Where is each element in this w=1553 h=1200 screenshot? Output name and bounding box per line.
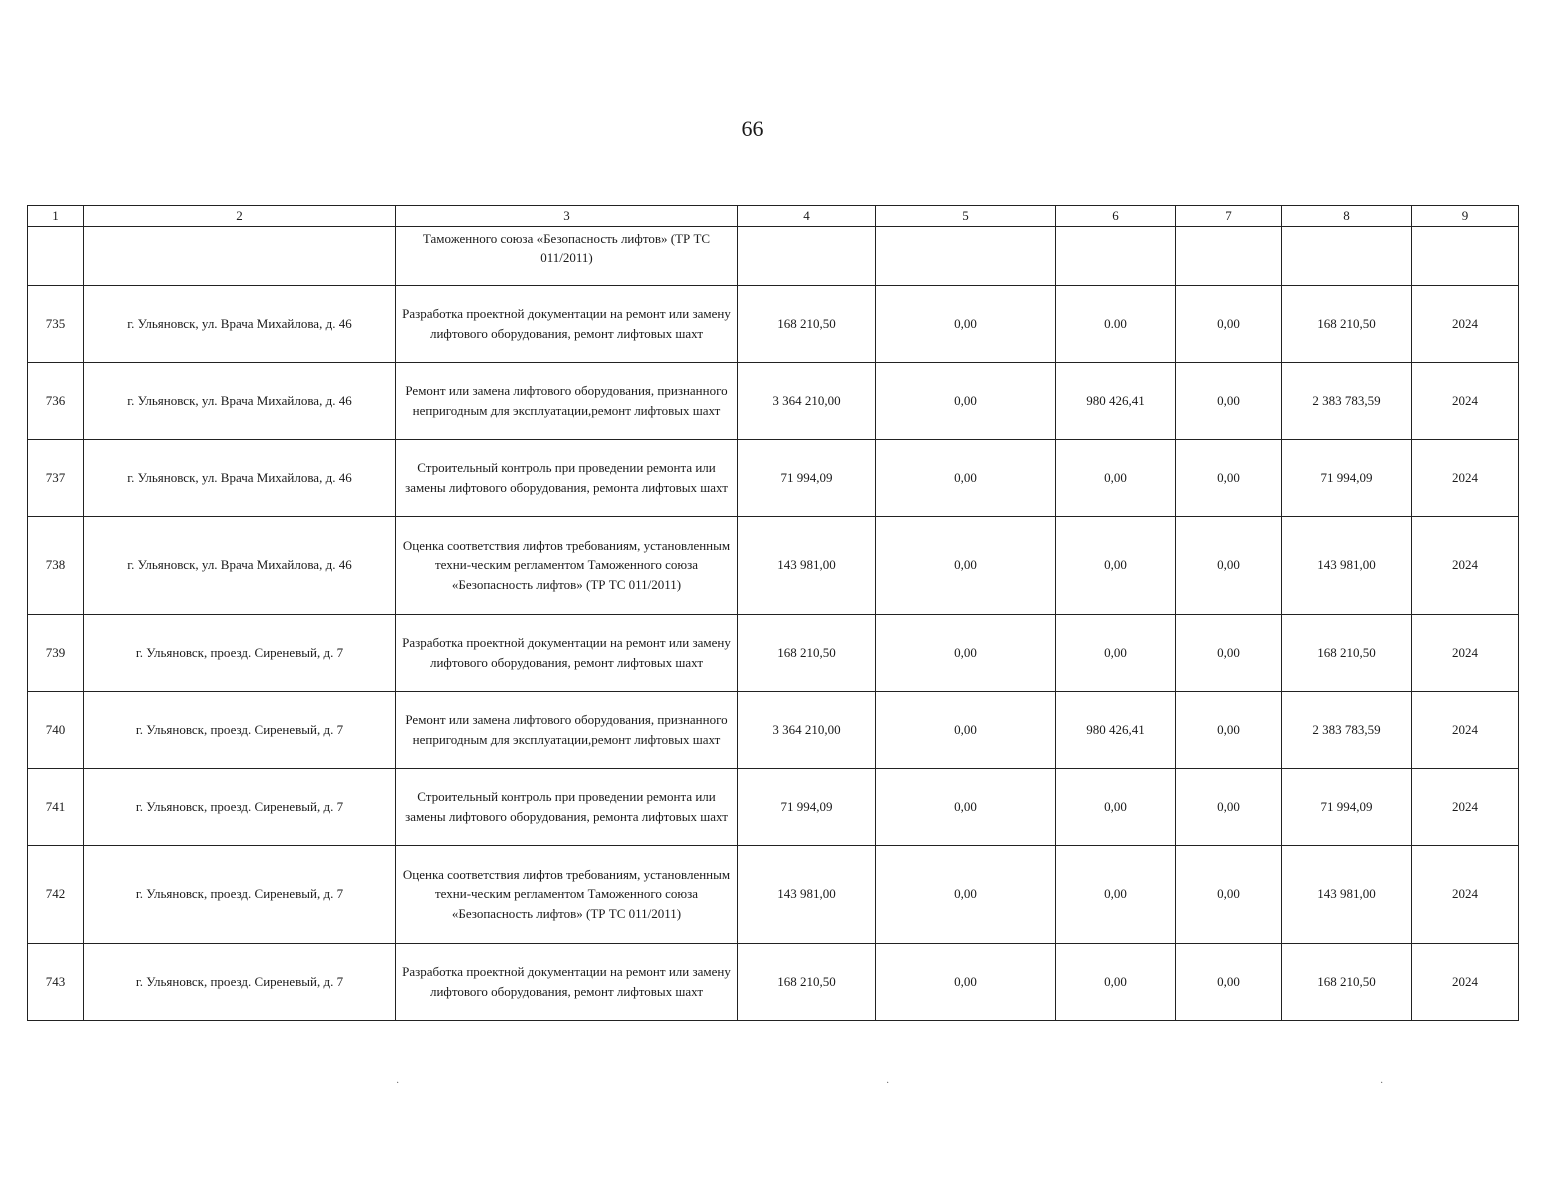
row-col5: 0,00 bbox=[876, 516, 1056, 614]
row-col5: 0,00 bbox=[876, 768, 1056, 845]
row-col8: 2 383 783,59 bbox=[1282, 691, 1412, 768]
row-col8: 71 994,09 bbox=[1282, 768, 1412, 845]
row-col7 bbox=[1176, 226, 1282, 285]
row-year: 2024 bbox=[1412, 516, 1519, 614]
row-col6: 0,00 bbox=[1056, 516, 1176, 614]
row-col8: 143 981,00 bbox=[1282, 845, 1412, 943]
table-row bbox=[28, 943, 1519, 1020]
table-row bbox=[28, 439, 1519, 516]
row-col5: 0,00 bbox=[876, 614, 1056, 691]
row-description: Строительный контроль при проведении ремонта или замены лифтового оборудования, ремонта лифтовых шахт bbox=[396, 439, 738, 516]
row-col8: 168 210,50 bbox=[1282, 614, 1412, 691]
row-col5: 0,00 bbox=[876, 285, 1056, 362]
row-col5: 0,00 bbox=[876, 943, 1056, 1020]
row-col5: 0,00 bbox=[876, 691, 1056, 768]
row-col7: 0,00 bbox=[1176, 691, 1282, 768]
scan-dot: · bbox=[1380, 1078, 1384, 1089]
row-col6: 0,00 bbox=[1056, 943, 1176, 1020]
row-address: г. Ульяновск, ул. Врача Михайлова, д. 46 bbox=[84, 285, 396, 362]
column-header: 9 bbox=[1412, 206, 1519, 227]
row-total-cost: 3 364 210,00 bbox=[738, 691, 876, 768]
row-col7: 0,00 bbox=[1176, 845, 1282, 943]
row-year: 2024 bbox=[1412, 943, 1519, 1020]
row-col8: 2 383 783,59 bbox=[1282, 362, 1412, 439]
row-number: 737 bbox=[28, 439, 84, 516]
page-number: 66 bbox=[741, 116, 764, 141]
column-header: 1 bbox=[28, 206, 84, 227]
row-number: 735 bbox=[28, 285, 84, 362]
row-col7: 0,00 bbox=[1176, 285, 1282, 362]
row-number: 736 bbox=[28, 362, 84, 439]
row-col5: 0,00 bbox=[876, 439, 1056, 516]
table-row bbox=[28, 362, 1519, 439]
row-year: 2024 bbox=[1412, 285, 1519, 362]
row-total-cost bbox=[738, 226, 876, 285]
row-year: 2024 bbox=[1412, 768, 1519, 845]
row-address: г. Ульяновск, проезд. Сиреневый, д. 7 bbox=[84, 614, 396, 691]
row-total-cost: 3 364 210,00 bbox=[738, 362, 876, 439]
row-total-cost: 168 210,50 bbox=[738, 614, 876, 691]
row-col7: 0,00 bbox=[1176, 439, 1282, 516]
row-col6 bbox=[1056, 226, 1176, 285]
row-address: г. Ульяновск, проезд. Сиреневый, д. 7 bbox=[84, 845, 396, 943]
row-col8: 168 210,50 bbox=[1282, 285, 1412, 362]
column-header: 6 bbox=[1056, 206, 1176, 227]
row-address: г. Ульяновск, ул. Врача Михайлова, д. 46 bbox=[84, 439, 396, 516]
row-description: Ремонт или замена лифтового оборудования, признанного непригодным для эксплуатации,ремонт лифтовых шахт bbox=[396, 362, 738, 439]
row-number: 742 bbox=[28, 845, 84, 943]
row-year: 2024 bbox=[1412, 845, 1519, 943]
row-description: Разработка проектной документации на ремонт или замену лифтового оборудования, ремонт лифтовых шахт bbox=[396, 285, 738, 362]
row-year: 2024 bbox=[1412, 362, 1519, 439]
row-number: 741 bbox=[28, 768, 84, 845]
scan-dot: · bbox=[396, 1078, 400, 1089]
row-number bbox=[28, 226, 84, 285]
column-number-row bbox=[28, 206, 1519, 227]
row-col6: 0,00 bbox=[1056, 845, 1176, 943]
row-number: 743 bbox=[28, 943, 84, 1020]
row-col7: 0,00 bbox=[1176, 362, 1282, 439]
row-number: 739 bbox=[28, 614, 84, 691]
row-col7: 0,00 bbox=[1176, 516, 1282, 614]
row-col6: 0.00 bbox=[1056, 285, 1176, 362]
row-description: Таможенного союза «Безопасность лифтов» (ТР ТС 011/2011) bbox=[396, 226, 738, 285]
row-total-cost: 143 981,00 bbox=[738, 845, 876, 943]
row-col8 bbox=[1282, 226, 1412, 285]
row-total-cost: 143 981,00 bbox=[738, 516, 876, 614]
table-row bbox=[28, 691, 1519, 768]
row-total-cost: 71 994,09 bbox=[738, 768, 876, 845]
column-header: 3 bbox=[396, 206, 738, 227]
repair-register-table bbox=[27, 205, 1519, 1021]
row-number: 740 bbox=[28, 691, 84, 768]
table-row bbox=[28, 614, 1519, 691]
row-year: 2024 bbox=[1412, 614, 1519, 691]
table-row bbox=[28, 845, 1519, 943]
row-address: г. Ульяновск, проезд. Сиреневый, д. 7 bbox=[84, 768, 396, 845]
row-address: г. Ульяновск, проезд. Сиреневый, д. 7 bbox=[84, 943, 396, 1020]
column-header: 7 bbox=[1176, 206, 1282, 227]
row-total-cost: 71 994,09 bbox=[738, 439, 876, 516]
table-row bbox=[28, 285, 1519, 362]
row-col6: 980 426,41 bbox=[1056, 362, 1176, 439]
row-description: Ремонт или замена лифтового оборудования, признанного непригодным для эксплуатации,ремонт лифтовых шахт bbox=[396, 691, 738, 768]
row-address bbox=[84, 226, 396, 285]
row-col6: 0,00 bbox=[1056, 768, 1176, 845]
row-total-cost: 168 210,50 bbox=[738, 943, 876, 1020]
row-col7: 0,00 bbox=[1176, 614, 1282, 691]
column-header: 8 bbox=[1282, 206, 1412, 227]
row-col5 bbox=[876, 226, 1056, 285]
row-number: 738 bbox=[28, 516, 84, 614]
table-row bbox=[28, 768, 1519, 845]
row-col5: 0,00 bbox=[876, 845, 1056, 943]
row-col7: 0,00 bbox=[1176, 943, 1282, 1020]
row-col8: 71 994,09 bbox=[1282, 439, 1412, 516]
row-year: 2024 bbox=[1412, 439, 1519, 516]
row-description: Оценка соответствия лифтов требованиям, установленным техни-ческим регламентом Таможенного союза «Безопасность лифтов» (ТР ТС 011/2011) bbox=[396, 845, 738, 943]
row-col6: 0,00 bbox=[1056, 614, 1176, 691]
row-address: г. Ульяновск, проезд. Сиреневый, д. 7 bbox=[84, 691, 396, 768]
table-row bbox=[28, 516, 1519, 614]
column-header: 4 bbox=[738, 206, 876, 227]
row-year: 2024 bbox=[1412, 691, 1519, 768]
column-header: 5 bbox=[876, 206, 1056, 227]
continuation-row bbox=[28, 226, 1519, 285]
row-total-cost: 168 210,50 bbox=[738, 285, 876, 362]
scan-dot: · bbox=[886, 1078, 890, 1089]
row-col8: 143 981,00 bbox=[1282, 516, 1412, 614]
row-year bbox=[1412, 226, 1519, 285]
row-address: г. Ульяновск, ул. Врача Михайлова, д. 46 bbox=[84, 362, 396, 439]
column-header: 2 bbox=[84, 206, 396, 227]
row-col7: 0,00 bbox=[1176, 768, 1282, 845]
row-description: Разработка проектной документации на ремонт или замену лифтового оборудования, ремонт лифтовых шахт bbox=[396, 943, 738, 1020]
row-col5: 0,00 bbox=[876, 362, 1056, 439]
row-col6: 980 426,41 bbox=[1056, 691, 1176, 768]
row-col6: 0,00 bbox=[1056, 439, 1176, 516]
row-address: г. Ульяновск, ул. Врача Михайлова, д. 46 bbox=[84, 516, 396, 614]
row-description: Строительный контроль при проведении ремонта или замены лифтового оборудования, ремонта лифтовых шахт bbox=[396, 768, 738, 845]
row-description: Оценка соответствия лифтов требованиям, установленным техни-ческим регламентом Таможенного союза «Безопасность лифтов» (ТР ТС 011/2011) bbox=[396, 516, 738, 614]
row-description: Разработка проектной документации на ремонт или замену лифтового оборудования, ремонт лифтовых шахт bbox=[396, 614, 738, 691]
row-col8: 168 210,50 bbox=[1282, 943, 1412, 1020]
